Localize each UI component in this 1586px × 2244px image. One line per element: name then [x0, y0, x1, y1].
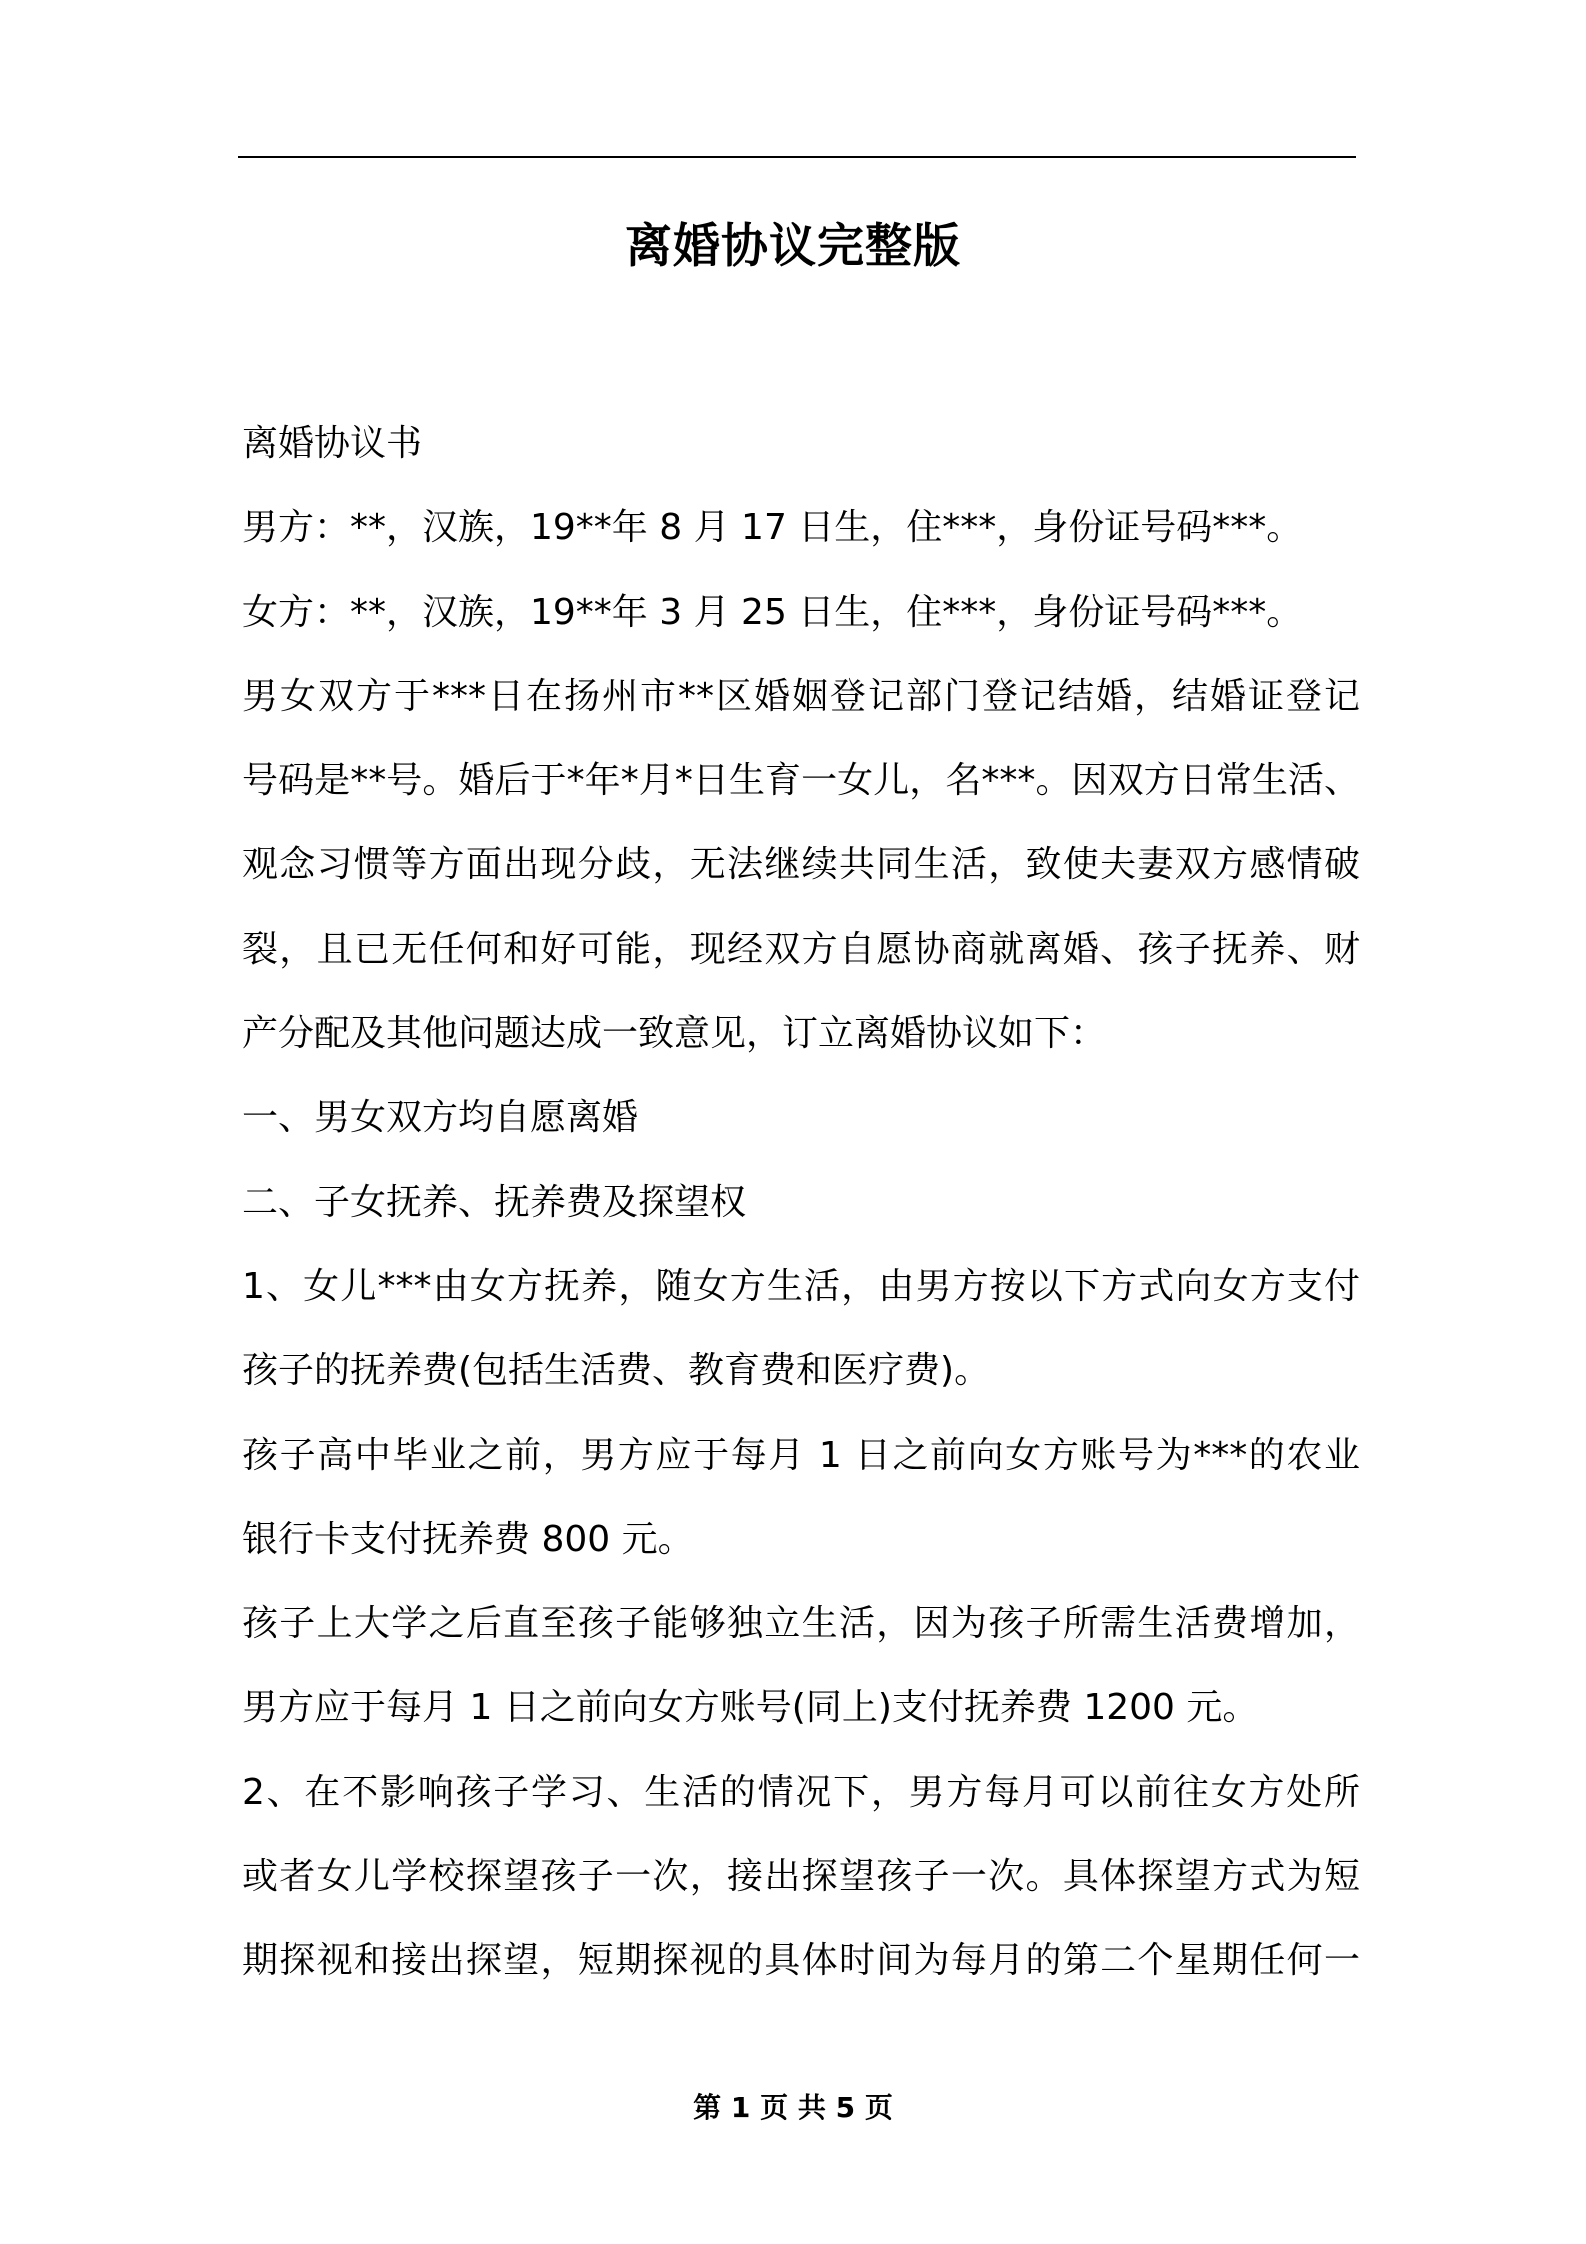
paragraph-line: 或者女儿学校探望孩子一次，接出探望孩子一次。具体探望方式为短: [242, 1856, 1360, 1898]
paragraph-line: 孩子的抚养费(包括生活费、教育费和医疗费)。: [242, 1350, 991, 1392]
paragraph-line: 产分配及其他问题达成一致意见，订立离婚协议如下：: [242, 1013, 1107, 1055]
paragraph-line: 银行卡支付抚养费 800 元。: [242, 1518, 694, 1560]
paragraph-line: 号码是**号。婚后于*年*月*日生育一女儿，名***。因双方日常生活、: [242, 760, 1360, 802]
paragraph-line: 男方应于每月 1 日之前向女方账号(同上)支付抚养费 1200 元。: [242, 1687, 1259, 1729]
paragraph-line: 二、子女抚养、抚养费及探望权: [242, 1181, 747, 1223]
paragraph-line: 一、男女双方均自愿离婚: [242, 1097, 639, 1139]
header-rule: [238, 156, 1356, 158]
paragraph-line: 男方：**，汉族，19**年 8 月 17 日生，住***，身份证号码***。: [242, 507, 1303, 549]
document-title: 离婚协议完整版: [625, 219, 961, 274]
document-body: [242, 402, 1360, 2004]
paragraph-line: 离婚协议书: [242, 423, 423, 464]
paragraph-line: 孩子上大学之后直至孩子能够独立生活，因为孩子所需生活费增加，: [242, 1603, 1360, 1645]
paragraph-line: 期探视和接出探望，短期探视的具体时间为每月的第二个星期任何一: [242, 1940, 1360, 1982]
paragraph-line: 观念习惯等方面出现分歧，无法继续共同生活，致使夫妻双方感情破: [242, 844, 1360, 886]
paragraph-line: 孩子高中毕业之前，男方应于每月 1 日之前向女方账号为***的农业: [242, 1434, 1360, 1476]
paragraph-line: 男女双方于***日在扬州市**区婚姻登记部门登记结婚，结婚证登记: [242, 675, 1360, 717]
paragraph-line: 裂，且已无任何和好可能，现经双方自愿协商就离婚、孩子抚养、财: [242, 928, 1360, 970]
paragraph-line: 1、女儿***由女方抚养，随女方生活，由男方按以下方式向女方支付: [242, 1265, 1360, 1307]
page-footer: 第 1 页 共 5 页: [693, 2091, 893, 2124]
paragraph-line: 2、在不影响孩子学习、生活的情况下，男方每月可以前往女方处所: [242, 1771, 1360, 1813]
paragraph-line: 女方：**，汉族，19**年 3 月 25 日生，住***，身份证号码***。: [242, 591, 1303, 633]
